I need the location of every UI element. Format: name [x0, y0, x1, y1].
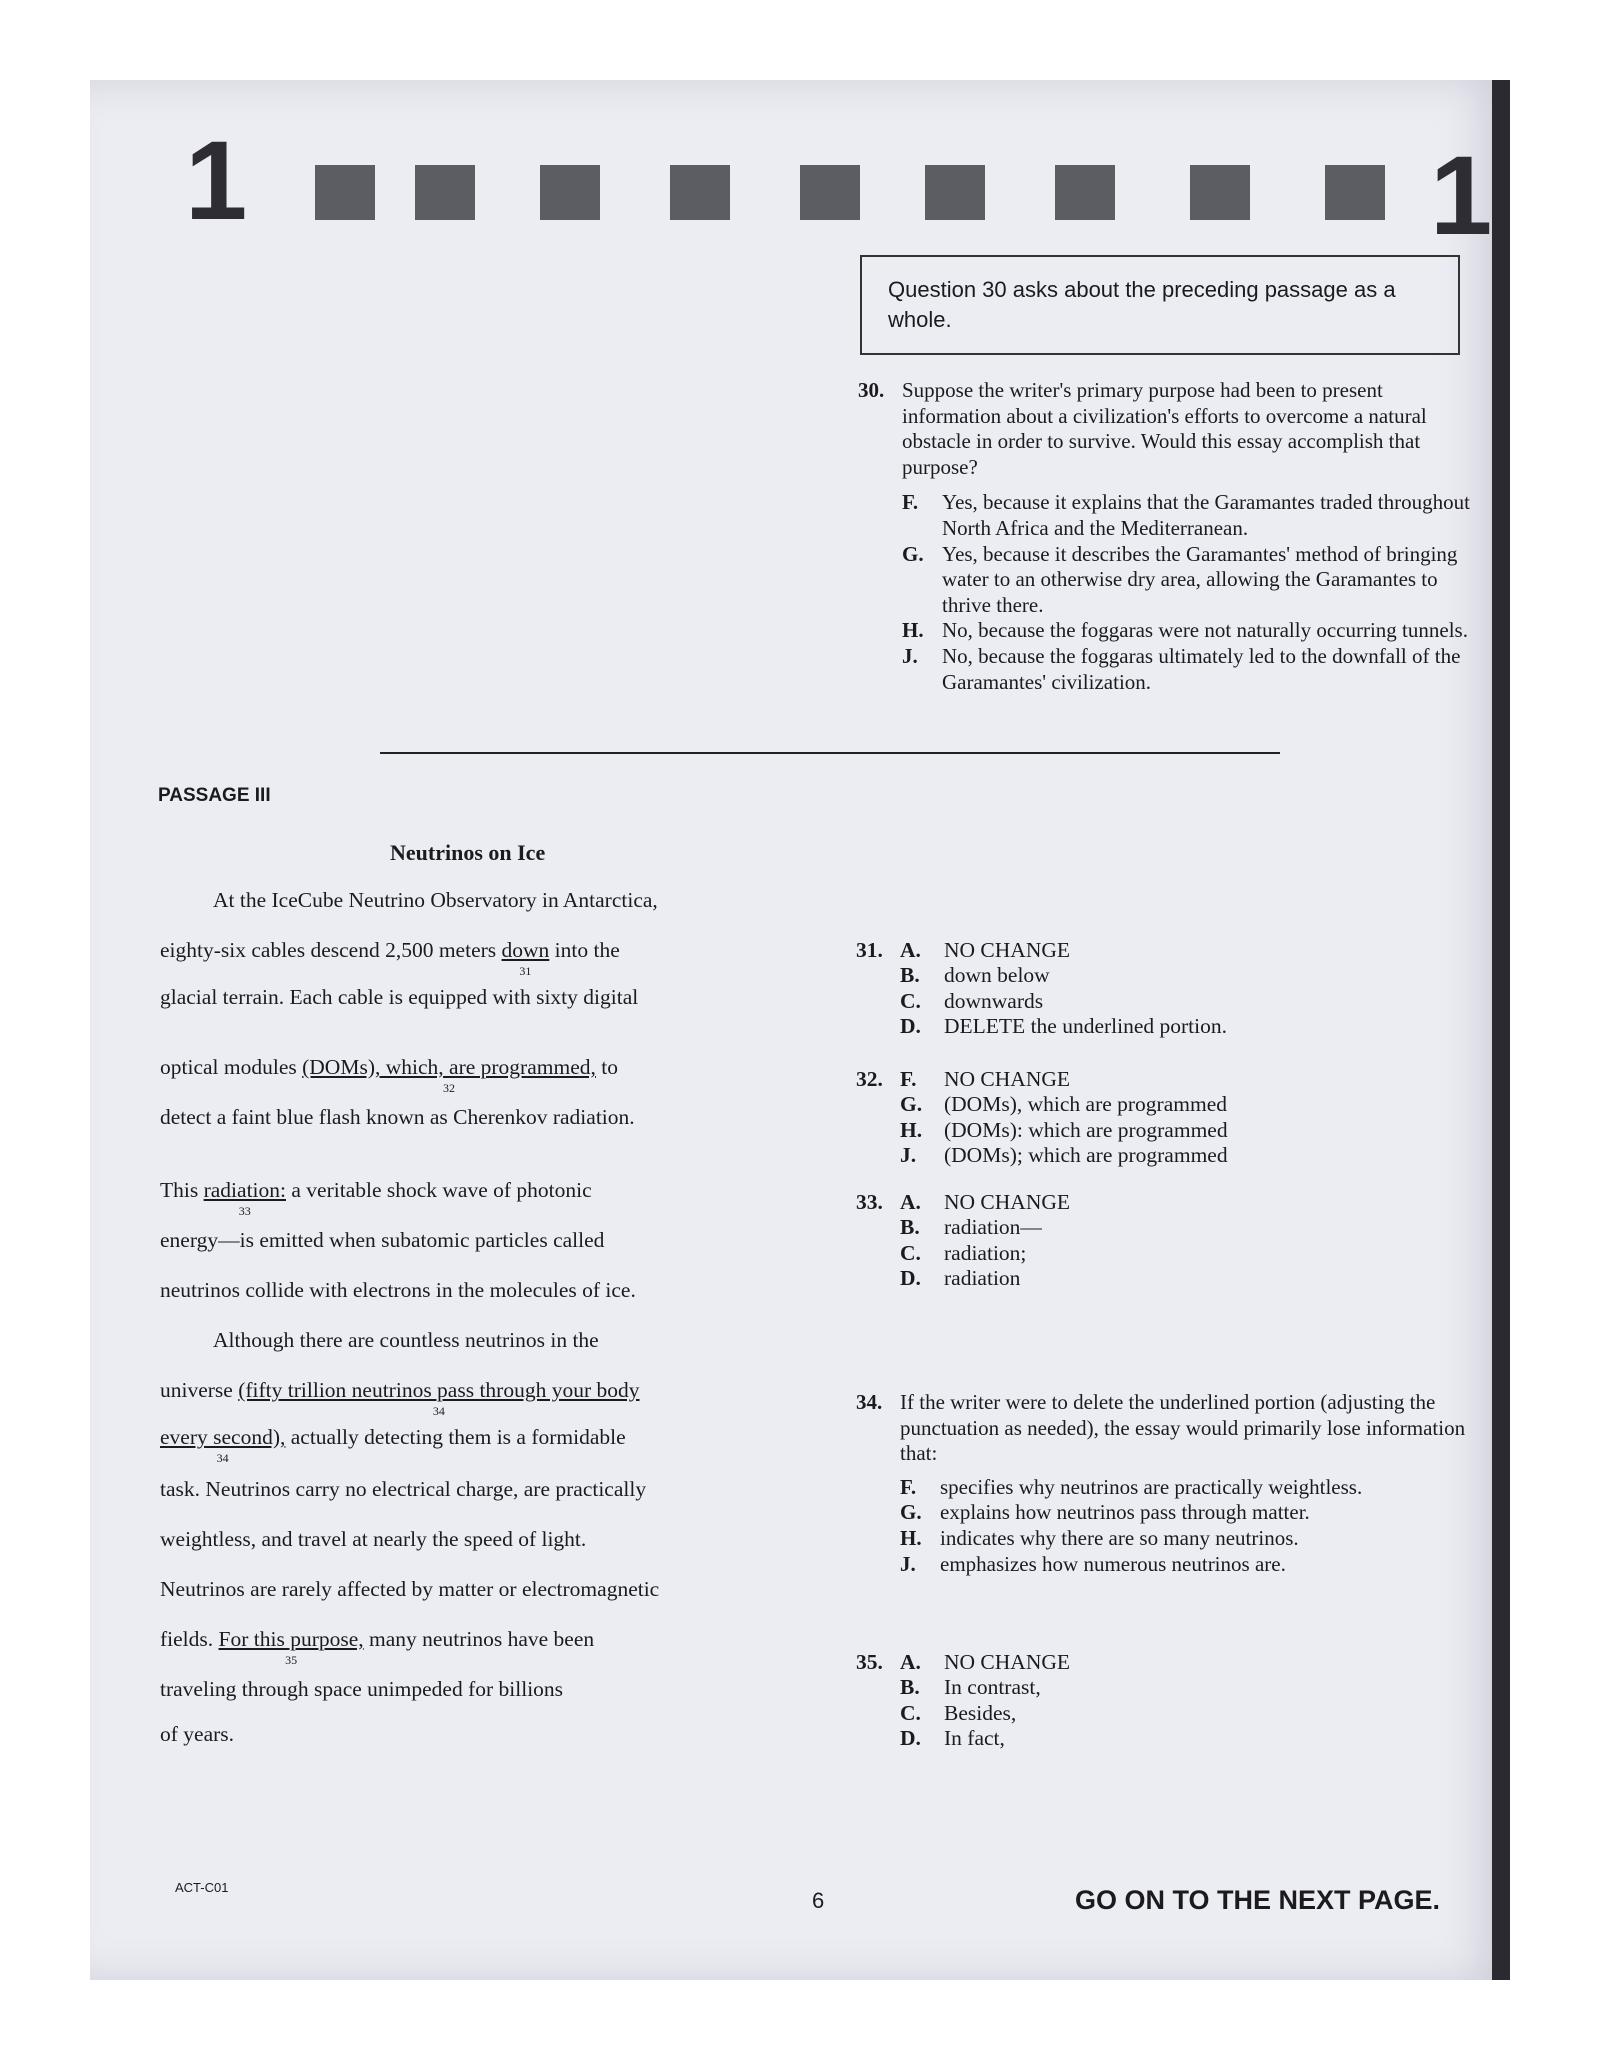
answer-option-d[interactable]: D. DELETE the underlined portion.: [900, 1014, 1228, 1039]
answer-option-g[interactable]: G. (DOMs), which are programmed: [900, 1092, 1227, 1117]
answer-option-g[interactable]: [902, 542, 1478, 619]
option-letter: J.: [902, 644, 918, 669]
option-text: No, because the foggaras were not naturally occurring tunnels.: [942, 618, 1468, 643]
answer-option-b[interactable]: B. down below: [900, 963, 1050, 988]
answer-option-j[interactable]: [902, 644, 1478, 695]
question-stem: If the writer were to delete the underlined portion (adjusting the punctuation as needed), the essay would primarily lose information that:: [900, 1390, 1466, 1466]
answer-option-h[interactable]: H. indicates why there are so many neutrinos.: [900, 1526, 1299, 1551]
passage-label: PASSAGE III: [158, 785, 271, 806]
answer-option-h[interactable]: H. (DOMs): which are programmed: [900, 1117, 1228, 1142]
underlined-portion-34-cont[interactable]: every second), 34: [160, 1425, 286, 1465]
question-32: [856, 1067, 1228, 1168]
underlined-portion-33[interactable]: radiation: 33: [203, 1178, 286, 1218]
question-35: [856, 1650, 1070, 1751]
passage-line: energy—is emitted when subatomic particles called: [160, 1228, 605, 1252]
passage-line: universe (fifty trillion neutrinos pass through your body 34: [160, 1378, 640, 1418]
question-number: 30.: [858, 378, 885, 402]
header-square: [1190, 165, 1250, 220]
passage-line: eighty-six cables descend 2,500 meters down 31 into the: [160, 938, 620, 978]
header-square: [315, 165, 375, 220]
question-marker-34: 34: [432, 1404, 445, 1418]
passage-line: detect a faint blue flash known as Cherenkov radiation.: [160, 1105, 635, 1129]
passage-line: optical modules (DOMs), which, are programmed, 32 to: [160, 1055, 618, 1095]
question-number: 34.: [856, 1390, 883, 1414]
underlined-portion-34[interactable]: (fifty trillion neutrinos pass through your body 34: [238, 1378, 640, 1418]
form-code: ACT-C01: [175, 1880, 229, 1895]
question-34: [856, 1390, 1476, 1577]
answer-option-j[interactable]: J. (DOMs); which are programmed: [900, 1143, 1228, 1168]
option-letter: F.: [902, 490, 919, 515]
answer-option-b[interactable]: B. In contrast,: [900, 1675, 1041, 1700]
question-30-instructions: Question 30 asks about the preceding passage as a whole.: [860, 255, 1460, 355]
header-square: [670, 165, 730, 220]
header-square: [1325, 165, 1385, 220]
option-letter: H.: [902, 618, 924, 643]
answer-option-d[interactable]: D. In fact,: [900, 1726, 1005, 1751]
question-marker-31: 31: [519, 964, 532, 978]
passage-line: Neutrinos are rarely affected by matter or electromagnetic: [160, 1577, 660, 1601]
underlined-portion-35[interactable]: For this purpose, 35: [218, 1627, 364, 1667]
question-marker-32: 32: [443, 1081, 455, 1095]
header-square: [925, 165, 985, 220]
header-square: [800, 165, 860, 220]
answer-option-b[interactable]: B. radiation—: [900, 1215, 1042, 1240]
option-text: Yes, because it explains that the Garamantes traded throughout North Africa and the Mediterranean.: [942, 490, 1470, 541]
passage-line: glacial terrain. Each cable is equipped with sixty digital: [160, 985, 639, 1009]
section-divider: [380, 752, 1280, 754]
passage-line: At the IceCube Neutrino Observatory in Antarctica,: [213, 888, 658, 912]
passage-title: Neutrinos on Ice: [390, 840, 546, 865]
header-square: [540, 165, 600, 220]
passage-line: weightless, and travel at nearly the speed of light.: [160, 1527, 587, 1551]
passage-line: Although there are countless neutrinos in the: [213, 1328, 599, 1352]
option-text: Yes, because it describes the Garamantes' method of bringing water to an otherwise dry area, allowing the Garamantes to thrive there.: [942, 541, 1458, 617]
question-33: [856, 1190, 1070, 1291]
option-letter: G.: [902, 541, 924, 566]
passage-line: fields. For this purpose, 35 many neutrinos have been: [160, 1627, 595, 1667]
answer-option-c[interactable]: C. Besides,: [900, 1700, 1017, 1725]
passage-line: every second), 34 actually detecting them is a formidable: [160, 1425, 626, 1465]
answer-option-h[interactable]: [902, 618, 1478, 644]
question-marker-34: 34: [216, 1451, 229, 1465]
underlined-portion-31[interactable]: down 31: [501, 938, 550, 978]
passage-line: neutrinos collide with electrons in the molecules of ice.: [160, 1278, 636, 1302]
answer-option-c[interactable]: C. downwards: [900, 988, 1044, 1013]
answer-option-f[interactable]: F. specifies why neutrinos are practically weightless.: [900, 1474, 1363, 1499]
underlined-portion-32[interactable]: (DOMs), which, are programmed, 32: [302, 1055, 596, 1095]
answer-option-f[interactable]: 32. F. NO CHANGE: [856, 1067, 1071, 1091]
passage-line: task. Neutrinos carry no electrical charge, are practically: [160, 1477, 647, 1501]
section-number-left: 1: [185, 118, 248, 243]
answer-option-g[interactable]: G. explains how neutrinos pass through matter.: [900, 1500, 1310, 1525]
answer-option-a[interactable]: 35. A. NO CHANGE: [856, 1650, 1071, 1674]
answer-option-a[interactable]: 31. A. NO CHANGE: [856, 938, 1071, 962]
answer-option-d[interactable]: D. radiation: [900, 1266, 1021, 1291]
passage-line: traveling through space unimpeded for billions: [160, 1677, 564, 1701]
header-square: [415, 165, 475, 220]
page-edge-shadow: [1492, 80, 1510, 1980]
answer-option-c[interactable]: C. radiation;: [900, 1240, 1027, 1265]
go-on-notice: GO ON TO THE NEXT PAGE.: [1075, 1885, 1441, 1915]
header-square: [1055, 165, 1115, 220]
answer-option-j[interactable]: J. emphasizes how numerous neutrinos are.: [900, 1551, 1286, 1576]
question-31: [856, 938, 1227, 1039]
page-number: 6: [812, 1888, 825, 1913]
question-30: [858, 378, 1478, 695]
answer-option-f[interactable]: [902, 490, 1478, 541]
option-text: No, because the foggaras ultimately led to the downfall of the Garamantes' civilization.: [942, 644, 1461, 694]
question-marker-35: 35: [285, 1653, 298, 1667]
answer-option-a[interactable]: 33. A. NO CHANGE: [856, 1190, 1071, 1214]
question-stem: Suppose the writer's primary purpose had been to present information about a civilization's efforts to overcome a natural obstacle in order to survive. Would this essay accomplish that purpose?: [902, 378, 1427, 479]
passage-line: of years.: [160, 1722, 235, 1746]
question-marker-33: 33: [238, 1204, 251, 1218]
section-number-right: 1: [1430, 133, 1493, 258]
passage-line: This radiation: 33 a veritable shock wave of photonic: [160, 1178, 592, 1218]
